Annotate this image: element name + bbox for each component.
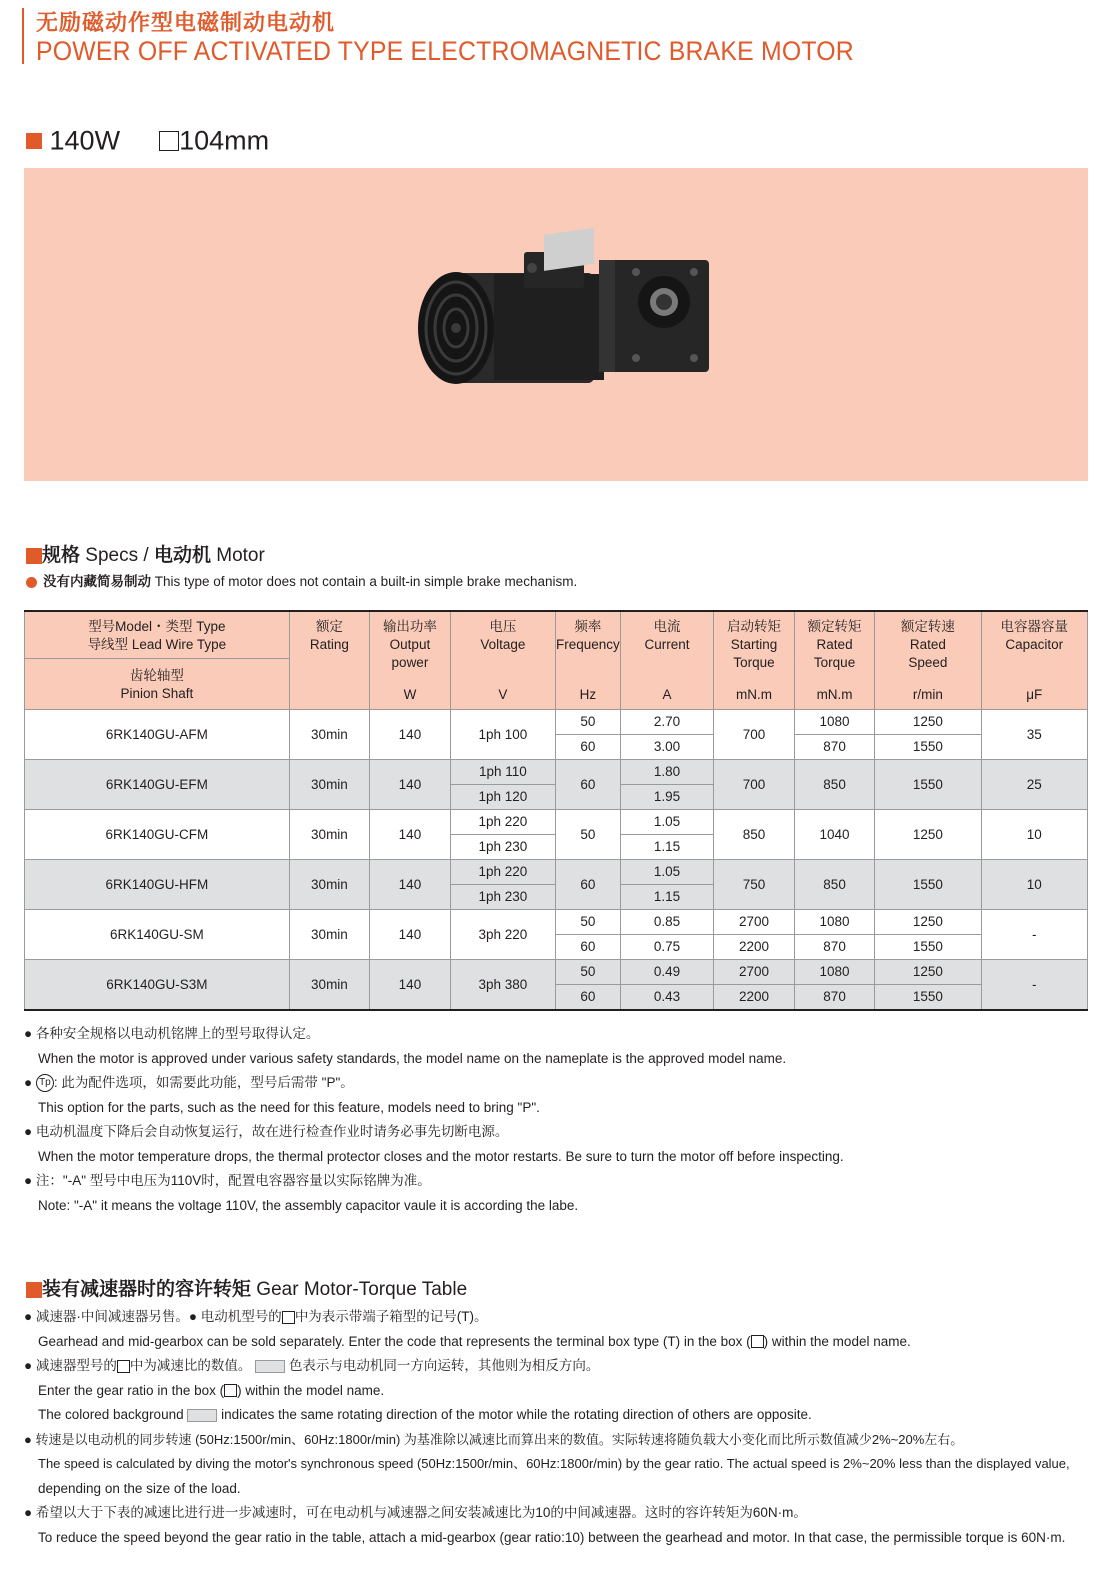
table-row: 60 0.43 2200 870 1550 [25,985,1088,1011]
table-row: 60 3.00 870 1550 [25,735,1088,760]
gear-section-title: 装有减速器时的容许转矩 Gear Motor-Torque Table [26,1274,467,1301]
note-item-en: Note: "-A" it means the voltage 110V, the assembly capacitor vaule it is according the labe. [38,1197,579,1213]
rating-line [26,124,269,156]
note-item-en: Gearhead and mid-gearbox can be sold separately. Enter the code that represents the terminal box type (T) in the box ( ) within the model name. [38,1333,911,1349]
color-swatch-icon [187,1409,217,1422]
table-row: 1ph 230 1.15 [25,885,1088,910]
table-row: 1ph 120 1.95 [25,785,1088,810]
orange-square-icon [26,548,42,564]
note-item: ● 各种安全规格以电动机铭牌上的型号取得认定。 [24,1026,320,1041]
note-item-en: When the motor temperature drops, the thermal protector closes and the motor restarts. Be sure to turn the motor off before inspecting. [38,1148,844,1164]
tp-badge-icon: Tp [36,1074,54,1092]
note-item: ● 减速器型号的 中为减速比的数值。 色表示与电动机同一方向运转，其他则为相反方向。 [24,1358,600,1373]
table-row: 6RK140GU-EFM 30min 140 1ph 110 60 1.80 700 850 1550 25 [25,760,1088,785]
product-photo [24,168,1088,481]
orange-square-icon [26,1282,42,1298]
square-size-icon [159,131,179,151]
table-header-row: 型号Model・类型 Type 导线型 Lead Wire Type 齿轮轴型 Pinion Shaft 额定 Rating 输出功率 Output power W 电压 Voltage V 频率 Frequency Hz 电流 Current A 启动转矩 Starting Torque mN.m 额定转矩 Rated Torque mN.m 额定转速 Rated Speed r/min 电容器容量 Capacitor μF [25,611,1088,710]
table-row: 1ph 230 1.15 [25,835,1088,860]
note-item-en: When the motor is approved under various safety standards, the model name on the nameplate is the approved model name. [38,1050,787,1066]
rating-size: 104mm [179,125,270,156]
box-icon [224,1384,237,1397]
note-item-en: The colored background indicates the same rotating direction of the motor while the rotating direction of others are opposite. [38,1407,812,1422]
table-row: 6RK140GU-HFM 30min 140 1ph 220 60 1.05 750 850 1550 10 [25,860,1088,885]
note-item-en: The speed is calculated by diving the motor's synchronous speed (50Hz:1500r/min、60Hz:1800r/min) by the gear ratio. The actual speed is 2%~20% less than the displayed value, [38,1456,1070,1471]
note-item: ● 减速器·中间减速器另售。● 电动机型号的 中为表示带端子箱型的记号(T)。 [24,1309,488,1324]
box-icon [282,1311,295,1324]
orange-square-icon [26,133,42,149]
note-item-en: Enter the gear ratio in the box ( ) within the model name. [38,1382,385,1398]
note-dot-icon [26,577,37,588]
rating-power: 140W [49,125,121,156]
gear-notes [24,1305,1104,1550]
specs-section-title: 规格 Specs / 电动机 Motor [26,540,265,567]
motor-illustration [24,168,1088,481]
table-row: 6RK140GU-SM 30min 140 3ph 220 50 0.85 2700 1080 1250 - [25,910,1088,935]
page-title-cn: 无励磁动作型电磁制动电动机 [36,10,336,35]
page-title-en: POWER OFF ACTIVATED TYPE ELECTROMAGNETIC BRAKE MOTOR [36,36,854,66]
note-item: ● 电动机温度下降后会自动恢复运行，故在进行检查作业时请务必事先切断电源。 [24,1124,509,1139]
table-row: 60 0.75 2200 870 1550 [25,935,1088,960]
box-icon [751,1335,764,1348]
header-accent-bar [22,8,24,64]
specs-note: 没有内藏简易制动 This type of motor does not contain a built-in simple brake mechanism. [26,570,577,590]
table-row: 6RK140GU-S3M 30min 140 3ph 380 50 0.49 2700 1080 1250 - [25,960,1088,985]
note-item: ● 转速是以电动机的同步转速 (50Hz:1500r/min、60Hz:1800r/min) 为基准除以减速比而算出来的数值。实际转速将随负载大小变化而比所示数值减少2%~20%左右。 [24,1431,964,1447]
note-item-en: To reduce the speed beyond the gear ratio in the table, attach a mid-gearbox (gear ratio:10) between the gearhead and motor. In that case, the permissible torque is 60N·m. [38,1529,1066,1545]
box-icon [117,1360,130,1373]
color-swatch-icon [255,1360,285,1373]
table-row: 6RK140GU-AFM 30min 140 1ph 100 50 2.70 700 1080 1250 35 [25,710,1088,735]
note-item: ● 注："-A" 型号中电压为110V时，配置电容器容量以实际铭牌为准。 [24,1173,431,1188]
note-item-en: depending on the size of the load. [38,1480,241,1496]
note-item: ● Tp : 此为配件选项，如需要此功能，型号后需带 "P"。 [24,1071,1094,1096]
table-row: 6RK140GU-CFM 30min 140 1ph 220 50 1.05 850 1040 1250 10 [25,810,1088,835]
note-item-en: This option for the parts, such as the need for this feature, models need to bring "P". [38,1099,540,1115]
note-item: ● 希望以大于下表的减速比进行进一步减速时，可在电动机与减速器之间安装减速比为10的中间减速器。这时的容许转矩为60N·m。 [24,1505,807,1520]
spec-notes [24,1022,1094,1218]
spec-table [24,610,1088,1011]
